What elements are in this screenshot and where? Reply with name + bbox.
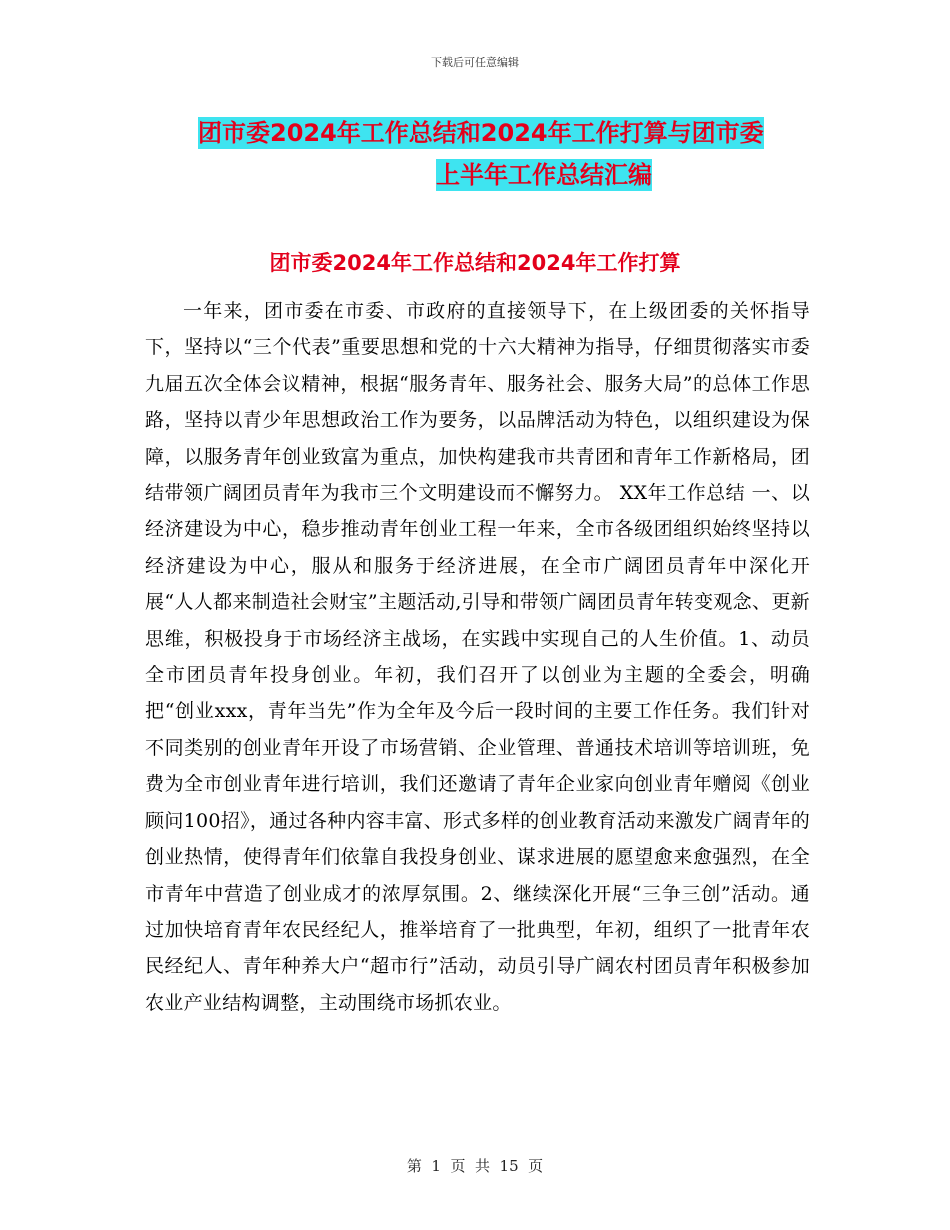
title-line-2: 上半年工作总结汇编 <box>436 161 652 189</box>
title-line-1: 团市委2024年工作总结和2024年工作打算与团市委 <box>198 119 764 147</box>
page-footer: 第 1 页 共 15 页 <box>406 1157 544 1175</box>
header-note: 下载后可任意编辑 <box>431 56 519 69</box>
body-paragraph: 一年来，团市委在市委、市政府的直接领导下，在上级团委的关怀指导下，坚持以“三个代表”重要思想和党的十六大精神为指导，仔细贯彻落实市委九届五次全体会议精神，根据“服务青年、服务社会、服务大局”的总体工作思路，坚持以青少年思想政治工作为要务，以品牌活动为特色，以组织建设为保障，以服务青年创业致富为重点，加快构建我市共青团和青年工作新格局，团结带领广阔团员青年为我市三个文明建设而不懈努力。 XX年工作总结 一、以经济建设为中心，稳步推动青年创业工程一年来，全市各级团组织始终坚持以经济建设为中心，服从和服务于经济进展，在全市广阔团员青年中深化开展“人人都来制造社会财宝”主题活动,引导和带领广阔团员青年转变观念、更新思维，积极投身于市场经济主战场，在实践中实现自己的人生价值。1、动员全市团员青年投身创业。年初，我们召开了以创业为主题的全委会，明确把“创业xxx，青年当先”作为全年及今后一段时间的主要工作任务。我们针对不同类别的创业青年开设了市场营销、企业管理、普通技术培训等培训班，免费为全市创业青年进行培训，我们还邀请了青年企业家向创业青年赠阅《创业顾问100招》，通过各种内容丰富、形式多样的创业教育活动来激发广阔青年的创业热情，使得青年们依靠自我投身创业、谋求进展的愿望愈来愈强烈，在全市青年中营造了创业成才的浓厚氛围。2、继续深化开展“三争三创”活动。通过加快培育青年农民经纪人，推举培育了一批典型，年初，组织了一批青年农民经纪人、青年种养大户“超市行”活动，动员引导广阔农村团员青年积极参加农业产业结构调整，主动围绕市场抓农业。 <box>145 300 810 1014</box>
section-title: 团市委2024年工作总结和2024年工作打算 <box>269 251 681 275</box>
document-title <box>150 112 860 196</box>
